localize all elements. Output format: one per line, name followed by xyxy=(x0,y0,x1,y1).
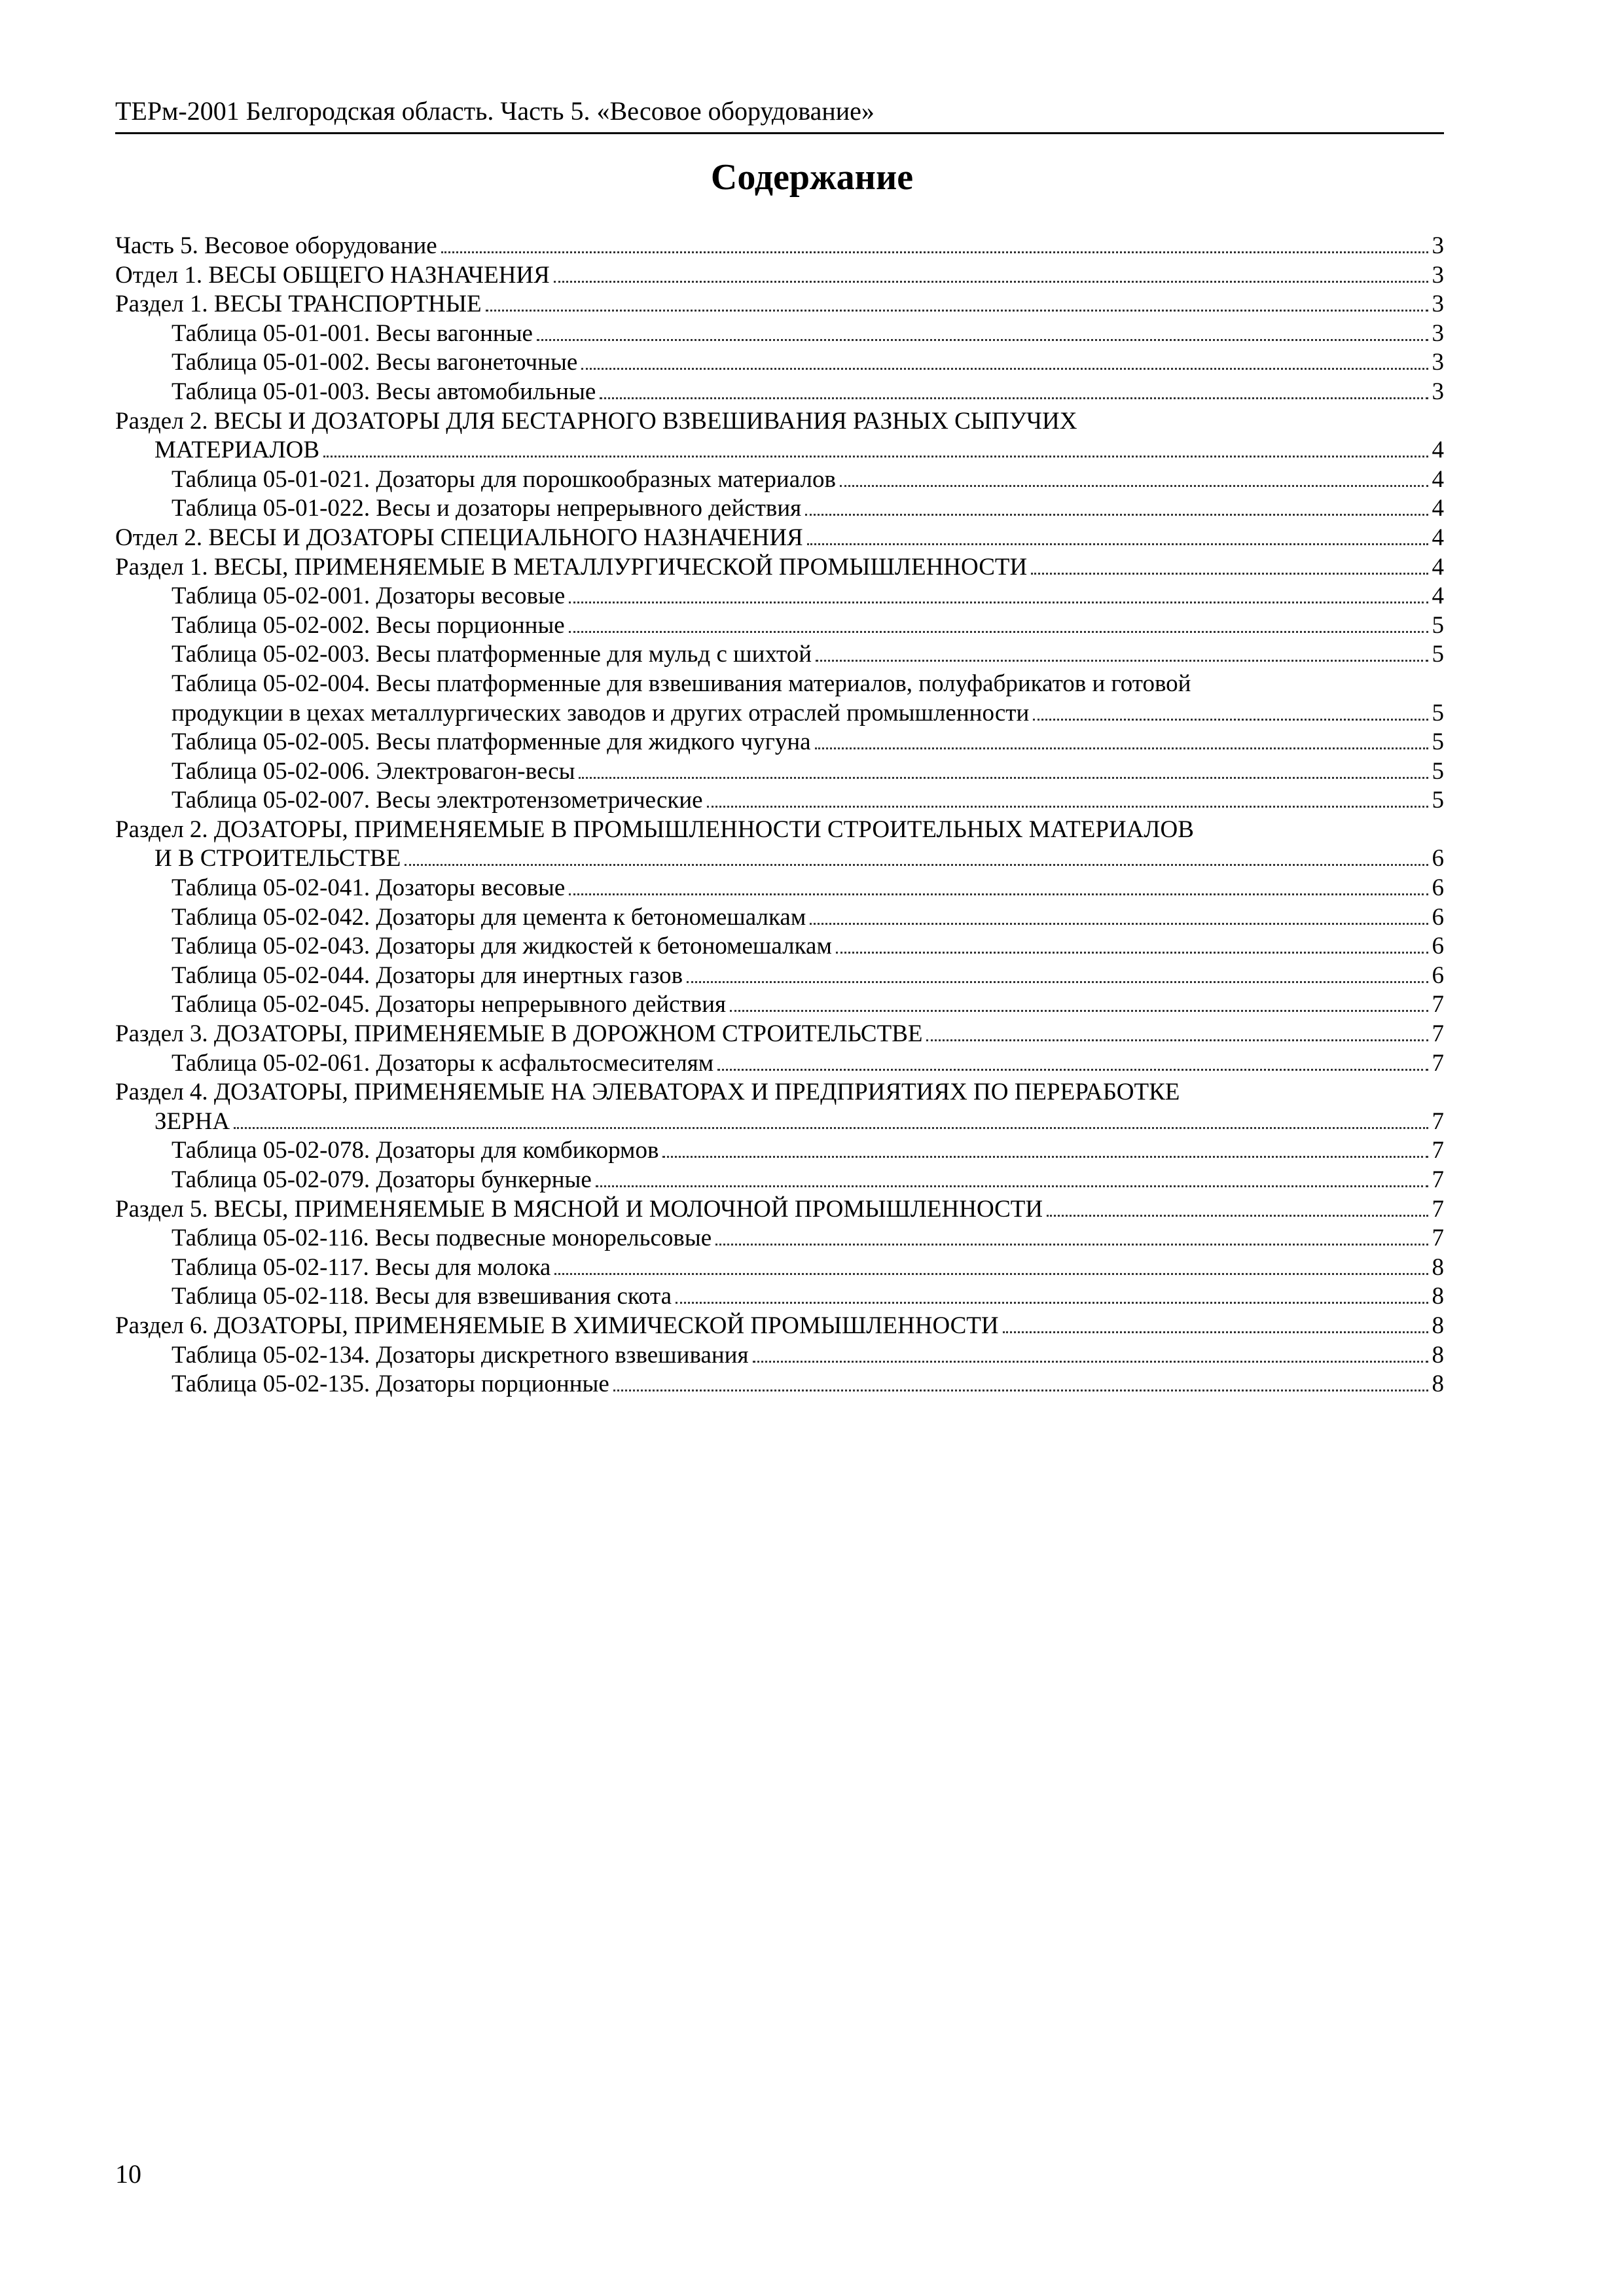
toc-entry[interactable] xyxy=(115,990,1444,1020)
dot-leader xyxy=(537,339,1428,341)
dot-leader xyxy=(816,660,1428,662)
toc-entry[interactable] xyxy=(115,1195,1444,1225)
toc-entry-page: 6 xyxy=(1432,903,1444,931)
toc-entry-title: Отдел 2. ВЕСЫ И ДОЗАТОРЫ СПЕЦИАЛЬНОГО НАЗНАЧЕНИЯ xyxy=(115,524,803,551)
toc-entry-page: 7 xyxy=(1432,1137,1444,1164)
toc-entry[interactable] xyxy=(115,1166,1444,1195)
toc-entry-title: Таблица 05-02-001. Дозаторы весовые xyxy=(171,583,566,610)
toc-entry-page: 6 xyxy=(1432,933,1444,960)
toc-entry[interactable] xyxy=(115,699,1444,728)
toc-entry-page: 5 xyxy=(1432,641,1444,668)
dot-leader xyxy=(581,368,1428,370)
toc-entry-title: Таблица 05-02-117. Весы для молока xyxy=(171,1253,551,1281)
dot-leader xyxy=(1033,719,1428,721)
toc-entry-title: Таблица 05-02-116. Весы подвесные монорельсовые xyxy=(171,1225,712,1252)
toc-entry-title: И В СТРОИТЕЛЬСТВЕ xyxy=(154,845,401,872)
running-header: ТЕРм-2001 Белгородская область. Часть 5. «Весовое оборудование» xyxy=(115,97,1444,134)
toc-entry[interactable] xyxy=(115,786,1444,816)
dot-leader xyxy=(613,1390,1428,1391)
toc-entry[interactable] xyxy=(115,874,1444,903)
toc-entry-title: Таблица 05-02-006. Электровагон-весы xyxy=(171,757,575,785)
toc-entry-page: 3 xyxy=(1432,319,1444,347)
dot-leader xyxy=(569,893,1428,895)
toc-entry-title: Таблица 05-02-043. Дозаторы для жидкостей к бетономешалкам xyxy=(171,933,832,960)
toc-entry-title: ЗЕРНА xyxy=(154,1107,230,1135)
toc-entry-page: 4 xyxy=(1432,437,1444,464)
toc-entry-page: 7 xyxy=(1432,1107,1444,1135)
toc-entry-page: 8 xyxy=(1432,1283,1444,1310)
toc-entry[interactable] xyxy=(115,1224,1444,1253)
toc-entry-page: 5 xyxy=(1432,787,1444,814)
toc-entry-page: 5 xyxy=(1432,757,1444,785)
dot-leader xyxy=(805,514,1428,516)
dot-leader xyxy=(405,864,1428,866)
toc-entry[interactable] xyxy=(115,232,1444,261)
dot-leader xyxy=(554,1273,1428,1275)
toc-entry-title: Таблица 05-01-022. Весы и дозаторы непрерывного действия xyxy=(171,495,802,522)
toc-entry[interactable] xyxy=(115,348,1444,378)
dot-leader xyxy=(1047,1215,1428,1217)
dot-leader xyxy=(926,1039,1428,1041)
toc-entry[interactable] xyxy=(115,494,1444,524)
toc-entry-page: 7 xyxy=(1432,1225,1444,1252)
toc-entry-page: 3 xyxy=(1432,261,1444,289)
toc-entry-page: 7 xyxy=(1432,1195,1444,1223)
toc-entry[interactable] xyxy=(115,465,1444,495)
toc-entry-lead: Раздел 2. ВЕСЫ И ДОЗАТОРЫ ДЛЯ БЕСТАРНОГО ВЗВЕШИВАНИЯ РАЗНЫХ СЫПУЧИХ xyxy=(115,407,1077,435)
dot-leader xyxy=(596,1185,1428,1187)
dot-leader xyxy=(486,310,1428,312)
toc-entry[interactable] xyxy=(115,903,1444,933)
toc-entry-title: Отдел 1. ВЕСЫ ОБЩЕГО НАЗНАЧЕНИЯ xyxy=(115,261,550,289)
dot-leader xyxy=(840,485,1428,487)
table-of-contents xyxy=(115,232,1444,1399)
toc-entry-title: Таблица 05-02-078. Дозаторы для комбикормов xyxy=(171,1137,659,1164)
toc-entry-page: 7 xyxy=(1432,1049,1444,1077)
dot-leader xyxy=(730,1010,1428,1012)
toc-entry-title: Раздел 3. ДОЗАТОРЫ, ПРИМЕНЯЕМЫЕ В ДОРОЖНОМ СТРОИТЕЛЬСТВЕ xyxy=(115,1020,923,1048)
toc-entry-page: 3 xyxy=(1432,232,1444,259)
toc-entry[interactable] xyxy=(115,261,1444,291)
toc-entry-title: Таблица 05-02-007. Весы электротензометрические xyxy=(171,787,703,814)
toc-entry-page: 5 xyxy=(1432,699,1444,726)
dot-leader xyxy=(569,601,1428,603)
toc-entry-title: Таблица 05-02-045. Дозаторы непрерывного действия xyxy=(171,991,727,1018)
dot-leader xyxy=(753,1361,1428,1363)
toc-entry[interactable] xyxy=(115,553,1444,583)
toc-entry-page: 7 xyxy=(1432,1166,1444,1193)
toc-entry-title: продукции в цехах металлургических заводов и других отраслей промышленности xyxy=(171,699,1030,726)
dot-leader xyxy=(441,251,1428,253)
toc-entry-title: Таблица 05-02-002. Весы порционные xyxy=(171,611,565,639)
toc-entry-title: Таблица 05-01-003. Весы автомобильные xyxy=(171,378,596,405)
dot-leader xyxy=(579,777,1428,779)
dot-leader xyxy=(1003,1331,1428,1333)
toc-entry[interactable] xyxy=(115,524,1444,553)
toc-entry[interactable] xyxy=(115,1282,1444,1312)
toc-entry-title: Раздел 1. ВЕСЫ, ПРИМЕНЯЕМЫЕ В МЕТАЛЛУРГИЧЕСКОЙ ПРОМЫШЛЕННОСТИ xyxy=(115,553,1028,581)
dot-leader xyxy=(717,1069,1428,1071)
toc-entry-page: 3 xyxy=(1432,349,1444,376)
page-title: Содержание xyxy=(710,157,914,198)
toc-entry[interactable] xyxy=(115,436,1444,465)
toc-entry-page: 4 xyxy=(1432,553,1444,581)
dot-leader xyxy=(707,806,1428,808)
toc-entry-title: Таблица 05-02-005. Весы платформенные для жидкого чугуна xyxy=(171,728,811,756)
toc-entry-page: 4 xyxy=(1432,465,1444,493)
toc-entry-page: 7 xyxy=(1432,1020,1444,1048)
toc-entry[interactable] xyxy=(115,844,1444,874)
toc-entry[interactable] xyxy=(115,1370,1444,1399)
toc-entry-page: 3 xyxy=(1432,291,1444,318)
toc-entry-title: Таблица 05-01-021. Дозаторы для порошкообразных материалов xyxy=(171,465,836,493)
dot-leader xyxy=(234,1127,1428,1129)
toc-entry-title: Таблица 05-02-135. Дозаторы порционные xyxy=(171,1371,609,1398)
toc-entry-title: Часть 5. Весовое оборудование xyxy=(115,232,437,259)
toc-entry-page: 6 xyxy=(1432,961,1444,989)
toc-entry-page: 4 xyxy=(1432,495,1444,522)
toc-entry-page: 8 xyxy=(1432,1312,1444,1339)
toc-entry-page: 6 xyxy=(1432,874,1444,902)
toc-entry[interactable] xyxy=(115,1312,1444,1341)
toc-entry-title: Таблица 05-02-003. Весы платформенные для мульд с шихтой xyxy=(171,641,812,668)
toc-entry-page: 8 xyxy=(1432,1371,1444,1398)
toc-entry[interactable] xyxy=(115,728,1444,757)
dot-leader xyxy=(676,1302,1428,1304)
toc-entry-page: 4 xyxy=(1432,524,1444,551)
toc-entry-page: 5 xyxy=(1432,728,1444,756)
toc-entry-page: 4 xyxy=(1432,583,1444,610)
toc-entry-title: Раздел 5. ВЕСЫ, ПРИМЕНЯЕМЫЕ В МЯСНОЙ И МОЛОЧНОЙ ПРОМЫШЛЕННОСТИ xyxy=(115,1195,1043,1223)
toc-entry-title: Таблица 05-02-118. Весы для взвешивания скота xyxy=(171,1283,672,1310)
dot-leader xyxy=(836,952,1428,954)
toc-entry-title: Таблица 05-02-041. Дозаторы весовые xyxy=(171,874,566,902)
toc-entry[interactable] xyxy=(115,1049,1444,1079)
toc-entry-lead: Раздел 4. ДОЗАТОРЫ, ПРИМЕНЯЕМЫЕ НА ЭЛЕВАТОРАХ И ПРЕДПРИЯТИЯХ ПО ПЕРЕРАБОТКЕ xyxy=(115,1079,1180,1106)
toc-entry-page: 6 xyxy=(1432,845,1444,872)
toc-entry-title: Раздел 6. ДОЗАТОРЫ, ПРИМЕНЯЕМЫЕ В ХИМИЧЕСКОЙ ПРОМЫШЛЕННОСТИ xyxy=(115,1312,999,1339)
toc-entry[interactable] xyxy=(115,611,1444,641)
toc-entry-page: 8 xyxy=(1432,1253,1444,1281)
toc-entry[interactable] xyxy=(115,1253,1444,1283)
dot-leader xyxy=(569,631,1428,633)
toc-entry-lead: Таблица 05-02-004. Весы платформенные для взвешивания материалов, полуфабрикатов и готовой xyxy=(171,670,1191,697)
toc-entry-title: Таблица 05-02-042. Дозаторы для цемента к бетономешалкам xyxy=(171,903,806,931)
toc-entry-title: МАТЕРИАЛОВ xyxy=(154,437,320,464)
toc-entry[interactable] xyxy=(115,1341,1444,1371)
toc-entry-title: Таблица 05-02-079. Дозаторы бункерные xyxy=(171,1166,592,1193)
toc-entry[interactable] xyxy=(115,378,1444,407)
toc-entry[interactable] xyxy=(115,640,1444,670)
dot-leader xyxy=(323,456,1428,457)
dot-leader xyxy=(1031,573,1428,575)
toc-entry[interactable] xyxy=(115,1020,1444,1049)
toc-entry[interactable] xyxy=(115,582,1444,611)
toc-entry-page: 8 xyxy=(1432,1341,1444,1369)
toc-entry-lead: Раздел 2. ДОЗАТОРЫ, ПРИМЕНЯЕМЫЕ В ПРОМЫШЛЕННОСТИ СТРОИТЕЛЬНЫХ МАТЕРИАЛОВ xyxy=(115,816,1194,843)
toc-entry-title: Таблица 05-01-001. Весы вагонные xyxy=(171,319,533,347)
dot-leader xyxy=(687,981,1428,983)
toc-entry[interactable] xyxy=(115,1107,1444,1137)
toc-entry[interactable] xyxy=(115,290,1444,319)
toc-entry-title: Таблица 05-02-134. Дозаторы дискретного взвешивания xyxy=(171,1341,749,1369)
toc-entry[interactable] xyxy=(115,1136,1444,1166)
dot-leader xyxy=(600,397,1428,399)
dot-leader xyxy=(715,1244,1428,1246)
page-number: 10 xyxy=(115,2159,141,2189)
dot-leader xyxy=(554,281,1428,283)
toc-entry[interactable] xyxy=(115,757,1444,787)
toc-entry[interactable] xyxy=(115,961,1444,991)
dot-leader xyxy=(810,923,1428,925)
dot-leader xyxy=(662,1156,1428,1158)
toc-entry-page: 7 xyxy=(1432,991,1444,1018)
toc-entry-title: Таблица 05-02-061. Дозаторы к асфальтосмесителям xyxy=(171,1049,714,1077)
toc-entry-page: 3 xyxy=(1432,378,1444,405)
toc-entry-title: Таблица 05-02-044. Дозаторы для инертных газов xyxy=(171,961,683,989)
dot-leader xyxy=(815,747,1428,749)
toc-entry-title: Раздел 1. ВЕСЫ ТРАНСПОРТНЫЕ xyxy=(115,291,482,318)
toc-entry-page: 5 xyxy=(1432,611,1444,639)
toc-entry[interactable] xyxy=(115,319,1444,349)
toc-entry-title: Таблица 05-01-002. Весы вагонеточные xyxy=(171,349,578,376)
toc-entry[interactable] xyxy=(115,932,1444,961)
dot-leader xyxy=(807,543,1428,545)
